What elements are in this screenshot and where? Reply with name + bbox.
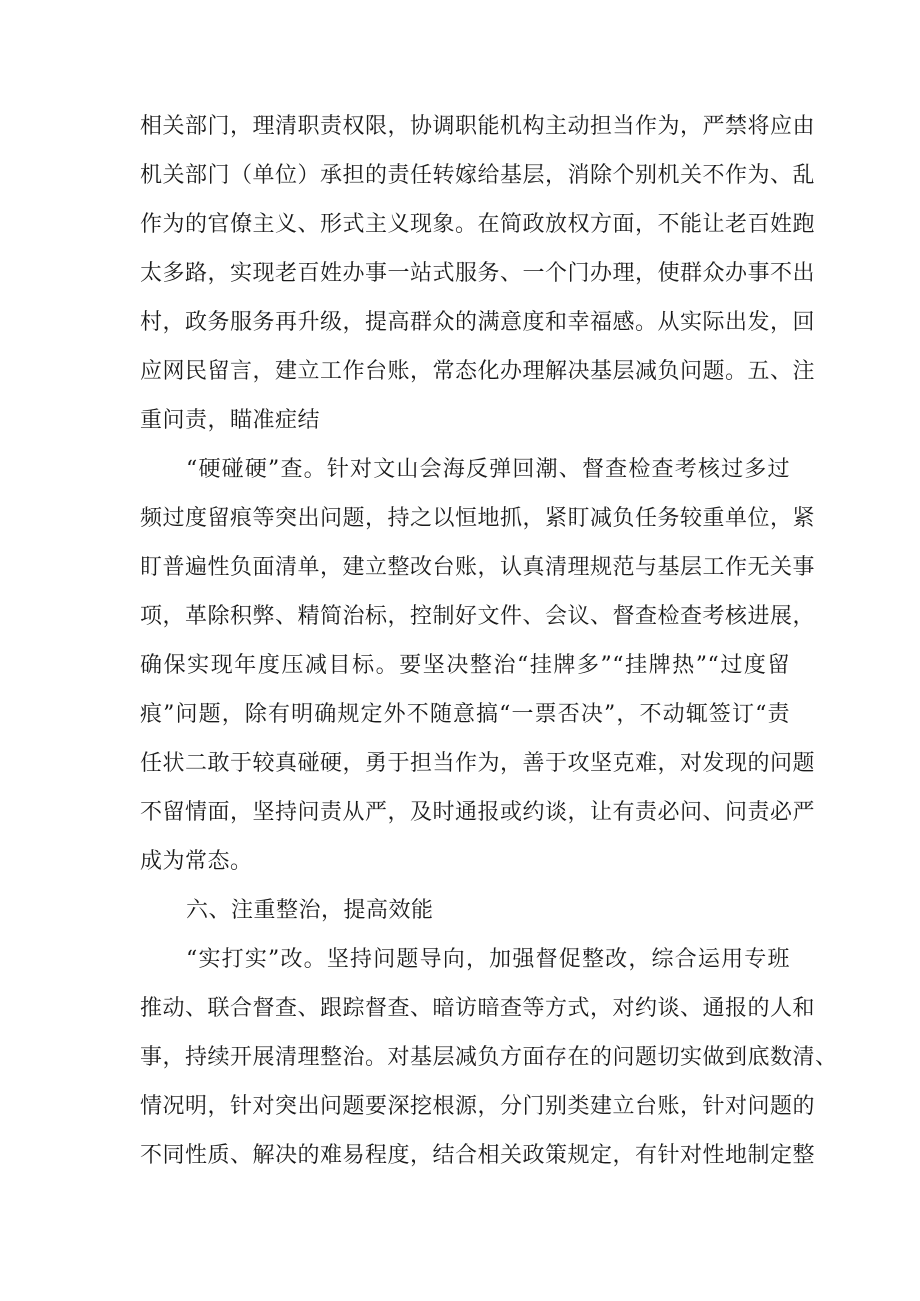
paragraph-line: 盯普遍性负面清单，建立整改台账，认真清理规范与基层工作无关事 <box>140 555 816 580</box>
paragraph-line: 频过度留痕等突出问题，持之以恒地抓，紧盯减负任务较重单位，紧 <box>140 506 816 531</box>
paragraph-line: 重问责，瞄准症结 <box>140 408 321 433</box>
paragraph-line: 不同性质、解决的难易程度，结合相关政策规定，有针对性地制定整 <box>140 1143 816 1168</box>
paragraph-line: 推动、联合督查、跟踪督查、暗访暗查等方式，对约谈、通报的人和 <box>140 996 816 1021</box>
paragraph-line: 事，持续开展清理整治。对基层减负方面存在的问题切实做到底数清、 <box>140 1045 838 1070</box>
section-heading: 六、注重整治，提高效能 <box>186 898 434 923</box>
paragraph-line: 确保实现年度压减目标。要坚决整治“挂牌多”“挂牌热”“过度留 <box>140 653 790 678</box>
paragraph-line: 相关部门，理清职责权限，协调职能机构主动担当作为，严禁将应由 <box>140 114 816 139</box>
paragraph-line: 太多路，实现老百姓办事一站式服务、一个门办理，使群众办事不出 <box>140 261 816 286</box>
paragraph-line: 作为的官僚主义、形式主义现象。在简政放权方面，不能让老百姓跑 <box>140 212 816 237</box>
paragraph-line: 应网民留言，建立工作台账，常态化办理解决基层减负问题。五、注 <box>140 359 816 384</box>
paragraph-line: 任状二敢于较真碰硬，勇于担当作为，善于攻坚克难，对发现的问题 <box>140 751 816 776</box>
paragraph-line: 痕”问题，除有明确规定外不随意搞“一票否决”，不动辄签订“责 <box>140 702 790 727</box>
paragraph-line: 机关部门（单位）承担的责任转嫁给基层，消除个别机关不作为、乱 <box>140 163 816 188</box>
paragraph-line: “硬碰硬”查。针对文山会海反弹回潮、督查检查考核过多过 <box>186 457 790 482</box>
paragraph-line: 项，革除积弊、精简治标，控制好文件、会议、督查检查考核进展， <box>140 604 816 629</box>
paragraph-line: 情况明，针对突出问题要深挖根源，分门别类建立台账，针对问题的 <box>140 1094 816 1119</box>
paragraph-line: 成为常态。 <box>140 849 253 874</box>
paragraph-line: “实打实”改。坚持问题导向，加强督促整改，综合运用专班 <box>186 947 790 972</box>
paragraph-line: 不留情面，坚持问责从严，及时通报或约谈，让有责必问、问责必严 <box>140 800 816 825</box>
paragraph-line: 村，政务服务再升级，提高群众的满意度和幸福感。从实际出发，回 <box>140 310 816 335</box>
